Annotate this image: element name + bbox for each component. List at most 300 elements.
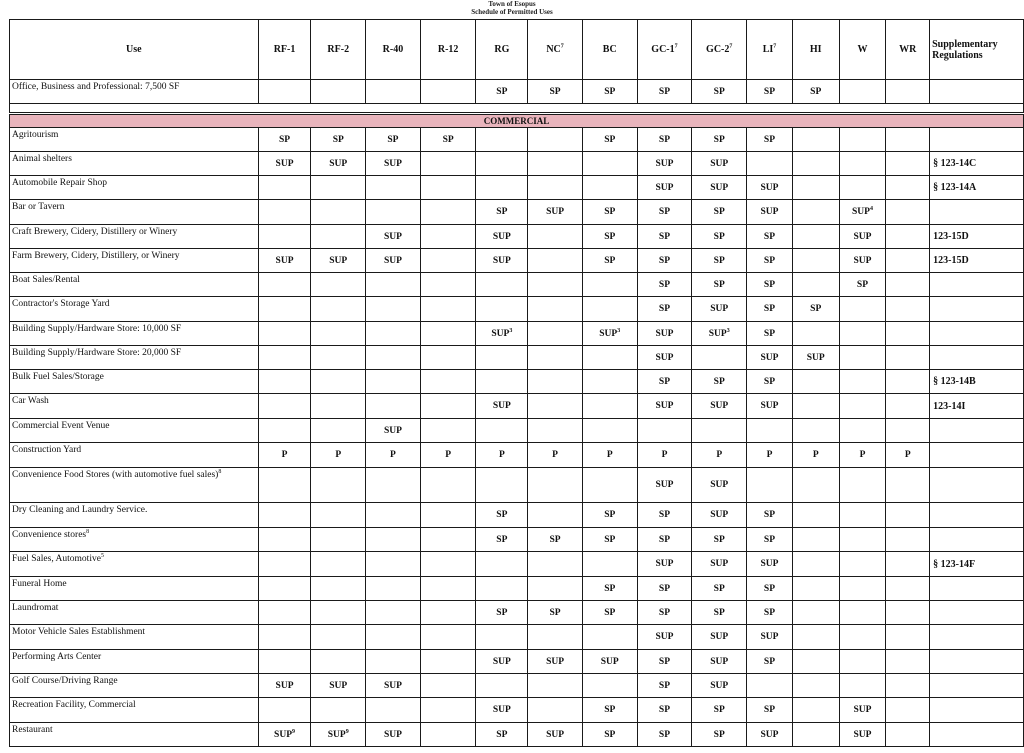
permission-cell-rg (476, 152, 528, 176)
permission-cell-nc: SUP (528, 200, 583, 225)
permission-cell-gc-1 (637, 419, 692, 443)
permission-cell-rg: SP (476, 601, 528, 625)
permission-cell-bc: SP (582, 577, 637, 601)
permission-cell-hi: SP (792, 80, 839, 104)
use-name-cell: Boat Sales/Rental (10, 273, 259, 297)
permission-cell-r-40 (366, 650, 421, 674)
district-header-r-40: R-40 (366, 20, 421, 80)
supplementary-regulation-cell: § 123-14B (930, 370, 1024, 394)
permission-cell-rf-1 (258, 601, 311, 625)
district-header-gc-1: $GC-1^7$ (637, 20, 692, 80)
district-header-rf-1: RF-1 (258, 20, 311, 80)
permission-cell-gc-1: SP (637, 128, 692, 152)
permission-cell-rf-1 (258, 394, 311, 419)
permission-cell-r-40 (366, 577, 421, 601)
permission-cell-r-40: SUP (366, 674, 421, 698)
footnote-marker: 9 (345, 728, 349, 735)
permission-cell-gc-1: SP (637, 577, 692, 601)
permission-cell-rf-2: SUP (311, 674, 366, 698)
permission-cell-bc: SP (582, 723, 637, 747)
permission-cell-rf-2 (311, 625, 366, 650)
permission-cell-rf-2: SUP (311, 152, 366, 176)
permission-cell-bc: SP (582, 601, 637, 625)
permission-cell-rg: SP (476, 503, 528, 528)
supplementary-regulation-cell: § 123-14A (930, 176, 1024, 200)
district-header-rg: RG (476, 20, 528, 80)
supplementary-regulation-cell (930, 625, 1024, 650)
use-name-cell: Office, Business and Professional: 7,500 SF (10, 80, 259, 104)
permission-cell-bc (582, 297, 637, 322)
permission-cell-rf-2 (311, 80, 366, 104)
district-header-nc: $NC^7$ (528, 20, 583, 80)
use-name-cell: Recreation Facility, Commercial (10, 698, 259, 723)
permission-cell-gc-2: P (692, 443, 747, 468)
permission-cell-rf-2 (311, 419, 366, 443)
permission-cell-r-12 (420, 674, 476, 698)
permission-cell-gc-2: SP (692, 577, 747, 601)
permission-cell-nc (528, 394, 583, 419)
table-row (10, 80, 1024, 104)
permission-cell-hi (792, 370, 839, 394)
permission-cell-rf-1 (258, 528, 311, 552)
permission-cell-r-12 (420, 80, 476, 104)
district-header-r-12: R-12 (420, 20, 476, 80)
permission-cell-w (839, 601, 886, 625)
permission-cell-gc-2: SP (692, 249, 747, 273)
permission-cell-li: SP (747, 601, 793, 625)
permission-cell-rf-1 (258, 650, 311, 674)
table-row (10, 249, 1024, 273)
supplementary-regulation-cell: 123-14I (930, 394, 1024, 419)
permission-cell-rf-2: SUP$^9$ (311, 723, 366, 747)
permission-cell-li (747, 152, 793, 176)
permission-cell-rf-2: P (311, 443, 366, 468)
supplementary-regulation-cell (930, 128, 1024, 152)
permission-cell-nc (528, 577, 583, 601)
supplementary-regulations-header: Supplementary Regulations (930, 20, 1024, 80)
permission-cell-r-40 (366, 200, 421, 225)
permission-cell-gc-2: SP (692, 698, 747, 723)
permission-cell-li: SP (747, 297, 793, 322)
permission-cell-gc-2: SUP (692, 176, 747, 200)
permission-cell-r-40 (366, 176, 421, 200)
permission-cell-hi (792, 249, 839, 273)
permission-cell-wr: P (886, 443, 930, 468)
document-title: Schedule of Permitted Uses (471, 8, 553, 16)
permission-cell-nc (528, 468, 583, 503)
permission-cell-r-40 (366, 394, 421, 419)
permission-cell-wr (886, 176, 930, 200)
permission-cell-gc-1: SP (637, 601, 692, 625)
permission-cell-hi (792, 528, 839, 552)
permission-cell-rg (476, 176, 528, 200)
permission-cell-w (839, 468, 886, 503)
footnote-marker: 7 (560, 43, 564, 50)
permission-cell-wr (886, 419, 930, 443)
table-row (10, 297, 1024, 322)
table-row (10, 152, 1024, 176)
permission-cell-wr (886, 698, 930, 723)
permission-cell-r-40 (366, 322, 421, 346)
permission-cell-hi: P (792, 443, 839, 468)
permission-cell-r-40 (366, 297, 421, 322)
permission-cell-wr (886, 370, 930, 394)
header-row (10, 20, 1024, 80)
permission-cell-rg (476, 128, 528, 152)
supplementary-regulation-cell: 123-15D (930, 249, 1024, 273)
permission-cell-li: SUP (747, 200, 793, 225)
permission-cell-gc-1: SP (637, 650, 692, 674)
permission-cell-hi (792, 601, 839, 625)
permission-cell-gc-2: SP (692, 225, 747, 249)
permission-cell-r-12 (420, 394, 476, 419)
permission-cell-rg: SUP (476, 225, 528, 249)
permission-cell-r-40 (366, 552, 421, 577)
permission-cell-r-12 (420, 273, 476, 297)
permission-cell-rf-2 (311, 650, 366, 674)
table-row (10, 577, 1024, 601)
permission-cell-rg: SP (476, 528, 528, 552)
permission-cell-w: SP (839, 273, 886, 297)
permission-cell-nc: P (528, 443, 583, 468)
permission-cell-rf-1 (258, 297, 311, 322)
district-header-bc: BC (582, 20, 637, 80)
permission-cell-rf-1 (258, 370, 311, 394)
use-name-cell: Craft Brewery, Cidery, Distillery or Winery (10, 225, 259, 249)
table-row (10, 601, 1024, 625)
permission-cell-rg: P (476, 443, 528, 468)
permission-cell-r-40 (366, 273, 421, 297)
permission-cell-bc: SP (582, 503, 637, 528)
footnote-marker: 7 (773, 43, 777, 50)
permission-cell-gc-2: SP (692, 80, 747, 104)
permission-cell-rf-2 (311, 273, 366, 297)
permission-cell-r-40 (366, 625, 421, 650)
permission-cell-bc (582, 370, 637, 394)
permission-cell-bc: SP (582, 200, 637, 225)
permission-cell-wr (886, 128, 930, 152)
permission-cell-rg (476, 468, 528, 503)
permission-cell-r-12 (420, 577, 476, 601)
permission-cell-rg: SP (476, 200, 528, 225)
permission-cell-rf-2 (311, 176, 366, 200)
use-name-cell: Golf Course/Driving Range (10, 674, 259, 698)
use-name-cell: Fuel Sales, Automotive$^5$ (10, 552, 259, 577)
permission-cell-nc (528, 419, 583, 443)
use-name-cell: Motor Vehicle Sales Establishment (10, 625, 259, 650)
supplementary-regulation-cell (930, 200, 1024, 225)
permission-cell-r-12 (420, 528, 476, 552)
permission-cell-w (839, 128, 886, 152)
permission-cell-rg (476, 625, 528, 650)
permission-cell-li: SP (747, 80, 793, 104)
document-header (0, 0, 1024, 16)
permission-cell-r-40: SP (366, 128, 421, 152)
footnote-marker: 3 (726, 327, 730, 334)
permission-cell-rg (476, 419, 528, 443)
permission-cell-li: SUP (747, 346, 793, 370)
table-row (10, 128, 1024, 152)
permission-cell-w: SUP (839, 698, 886, 723)
permission-cell-nc: SP (528, 528, 583, 552)
permission-cell-gc-2: SUP (692, 468, 747, 503)
use-name-cell: Convenience Food Stores (with automotive fuel sales)$^8$ (10, 468, 259, 503)
spacer-cell (10, 104, 1024, 114)
permission-cell-bc (582, 176, 637, 200)
permission-cell-gc-2: SUP (692, 674, 747, 698)
permission-cell-r-40 (366, 503, 421, 528)
permission-cell-w (839, 674, 886, 698)
district-header-li: $LI^7$ (747, 20, 793, 80)
table-row (10, 370, 1024, 394)
permission-cell-hi (792, 698, 839, 723)
permission-cell-hi (792, 394, 839, 419)
permitted-uses-table (9, 19, 1024, 747)
permission-cell-nc: SUP (528, 723, 583, 747)
district-header-hi: HI (792, 20, 839, 80)
permission-cell-nc (528, 176, 583, 200)
permission-cell-wr (886, 249, 930, 273)
permission-cell-bc: SP (582, 128, 637, 152)
permission-cell-rf-1 (258, 200, 311, 225)
permission-cell-w (839, 625, 886, 650)
permission-cell-w (839, 80, 886, 104)
permission-cell-gc-2: SUP (692, 625, 747, 650)
district-header-rf-2: RF-2 (311, 20, 366, 80)
permission-cell-wr (886, 625, 930, 650)
permission-cell-rf-2 (311, 577, 366, 601)
supplementary-regulation-cell (930, 443, 1024, 468)
permission-cell-rf-1 (258, 625, 311, 650)
use-name-cell: Commercial Event Venue (10, 419, 259, 443)
permission-cell-rg: SUP$^3$ (476, 322, 528, 346)
permission-cell-r-12 (420, 625, 476, 650)
footnote-marker: 7 (729, 43, 733, 50)
permission-cell-gc-2 (692, 419, 747, 443)
permission-cell-r-12 (420, 650, 476, 674)
supplementary-regulation-cell: § 123-14C (930, 152, 1024, 176)
permission-cell-r-12 (420, 723, 476, 747)
permission-cell-rf-2 (311, 322, 366, 346)
permission-cell-li: SUP (747, 176, 793, 200)
permission-cell-nc (528, 249, 583, 273)
permission-cell-nc (528, 322, 583, 346)
permission-cell-w (839, 419, 886, 443)
permission-cell-rf-1 (258, 577, 311, 601)
permission-cell-li (747, 468, 793, 503)
permission-cell-gc-1: SP (637, 225, 692, 249)
permission-cell-rf-1: SP (258, 128, 311, 152)
permission-cell-hi (792, 152, 839, 176)
use-name-cell: Funeral Home (10, 577, 259, 601)
permission-cell-r-40 (366, 80, 421, 104)
supplementary-regulation-cell (930, 419, 1024, 443)
permission-cell-rg: SP (476, 80, 528, 104)
permission-cell-bc: SP (582, 80, 637, 104)
supplementary-regulation-cell (930, 723, 1024, 747)
permission-cell-li: SP (747, 322, 793, 346)
table-row (10, 200, 1024, 225)
permission-cell-nc (528, 503, 583, 528)
permission-cell-rg (476, 370, 528, 394)
permission-cell-rg (476, 577, 528, 601)
permission-cell-gc-1: SUP (637, 552, 692, 577)
permission-cell-gc-1: SUP (637, 468, 692, 503)
permission-cell-wr (886, 577, 930, 601)
table-row (10, 225, 1024, 249)
permission-cell-r-12 (420, 552, 476, 577)
permission-cell-li: P (747, 443, 793, 468)
supplementary-regulation-cell (930, 601, 1024, 625)
permission-cell-bc (582, 625, 637, 650)
supplementary-regulation-cell (930, 528, 1024, 552)
footnote-marker: 3 (617, 327, 621, 334)
table-row (10, 322, 1024, 346)
permission-cell-hi (792, 200, 839, 225)
permission-cell-bc: SP (582, 249, 637, 273)
permission-cell-r-12 (420, 176, 476, 200)
permission-cell-nc (528, 346, 583, 370)
permission-cell-bc (582, 394, 637, 419)
permission-cell-r-40: SUP (366, 419, 421, 443)
permission-cell-wr (886, 394, 930, 419)
supplementary-regulation-cell (930, 577, 1024, 601)
permission-cell-li: SP (747, 503, 793, 528)
table-row (10, 723, 1024, 747)
permission-cell-gc-2: SP (692, 370, 747, 394)
section-row (10, 114, 1024, 128)
permission-cell-bc: SUP (582, 650, 637, 674)
permission-cell-hi (792, 225, 839, 249)
permission-cell-r-40 (366, 346, 421, 370)
permission-cell-li (747, 419, 793, 443)
permission-cell-bc (582, 152, 637, 176)
table-row (10, 419, 1024, 443)
supplementary-regulation-cell (930, 674, 1024, 698)
footnote-marker: 8 (86, 528, 90, 535)
permission-cell-r-40 (366, 370, 421, 394)
permission-cell-rf-1 (258, 273, 311, 297)
permission-cell-r-12 (420, 152, 476, 176)
permission-cell-nc (528, 297, 583, 322)
supplementary-regulation-cell (930, 322, 1024, 346)
permission-cell-rf-2 (311, 698, 366, 723)
use-name-cell: Farm Brewery, Cidery, Distillery, or Winery (10, 249, 259, 273)
permission-cell-gc-1: SP (637, 370, 692, 394)
table-row (10, 503, 1024, 528)
supplementary-regulation-cell (930, 297, 1024, 322)
permission-cell-nc (528, 273, 583, 297)
use-name-cell: Building Supply/Hardware Store: 20,000 SF (10, 346, 259, 370)
permission-cell-w (839, 394, 886, 419)
table-row (10, 394, 1024, 419)
permission-cell-rf-1 (258, 322, 311, 346)
permission-cell-gc-1: SP (637, 297, 692, 322)
permission-cell-rf-1: SUP (258, 152, 311, 176)
permission-cell-rg: SP (476, 723, 528, 747)
permission-cell-wr (886, 200, 930, 225)
section-label-commercial: COMMERCIAL (10, 114, 1024, 128)
permission-cell-w (839, 528, 886, 552)
permission-cell-gc-2: SUP (692, 552, 747, 577)
permission-cell-rf-1: SUP$^9$ (258, 723, 311, 747)
permission-cell-rf-2 (311, 370, 366, 394)
permission-cell-wr (886, 273, 930, 297)
permission-cell-r-12 (420, 225, 476, 249)
permission-cell-r-40 (366, 528, 421, 552)
permission-cell-r-12 (420, 503, 476, 528)
permission-cell-gc-1: SP (637, 249, 692, 273)
permission-cell-r-12 (420, 601, 476, 625)
permission-cell-w: SUP (839, 249, 886, 273)
permission-cell-hi (792, 322, 839, 346)
permission-cell-rf-2 (311, 528, 366, 552)
permission-cell-bc (582, 273, 637, 297)
district-header-gc-2: $GC-2^7$ (692, 20, 747, 80)
permission-cell-gc-1: SP (637, 674, 692, 698)
permission-cell-bc (582, 419, 637, 443)
permission-cell-hi (792, 468, 839, 503)
permission-cell-rg: SUP (476, 650, 528, 674)
permission-cell-w (839, 322, 886, 346)
permission-cell-gc-1: SP (637, 723, 692, 747)
permission-cell-wr (886, 528, 930, 552)
permission-cell-hi: SP (792, 297, 839, 322)
permission-cell-rf-1: SUP (258, 674, 311, 698)
permission-cell-rf-2 (311, 200, 366, 225)
permission-cell-bc (582, 552, 637, 577)
permission-cell-rf-2 (311, 225, 366, 249)
permission-cell-r-12 (420, 249, 476, 273)
permission-cell-w (839, 346, 886, 370)
permission-cell-gc-2: SP (692, 128, 747, 152)
permission-cell-li: SP (747, 225, 793, 249)
permission-cell-w: SUP (839, 723, 886, 747)
permission-cell-nc (528, 152, 583, 176)
permission-cell-rf-1 (258, 503, 311, 528)
permission-cell-w: P (839, 443, 886, 468)
footnote-marker: 9 (292, 728, 295, 735)
permission-cell-gc-1: SUP (637, 346, 692, 370)
permission-cell-gc-1: P (637, 443, 692, 468)
table-row (10, 176, 1024, 200)
permission-cell-rf-2: SUP (311, 249, 366, 273)
permission-cell-rg: SUP (476, 249, 528, 273)
permission-cell-rf-1 (258, 225, 311, 249)
permission-cell-wr (886, 650, 930, 674)
permission-cell-hi (792, 723, 839, 747)
permission-cell-wr (886, 152, 930, 176)
permission-cell-gc-2: SUP (692, 503, 747, 528)
supplementary-regulation-cell (930, 273, 1024, 297)
permission-cell-w (839, 370, 886, 394)
permission-cell-li: SUP (747, 552, 793, 577)
permission-cell-rg (476, 552, 528, 577)
permission-cell-rg (476, 346, 528, 370)
permission-cell-r-40: SUP (366, 225, 421, 249)
use-name-cell: Dry Cleaning and Laundry Service. (10, 503, 259, 528)
permission-cell-rf-2 (311, 468, 366, 503)
table-row (10, 625, 1024, 650)
permission-cell-rg: SUP (476, 698, 528, 723)
permission-cell-r-40: SUP (366, 723, 421, 747)
permission-cell-nc (528, 698, 583, 723)
use-name-cell: Performing Arts Center (10, 650, 259, 674)
permission-cell-gc-1: SP (637, 273, 692, 297)
permission-cell-w (839, 577, 886, 601)
use-name-cell: Agritourism (10, 128, 259, 152)
permission-cell-li: SP (747, 128, 793, 152)
